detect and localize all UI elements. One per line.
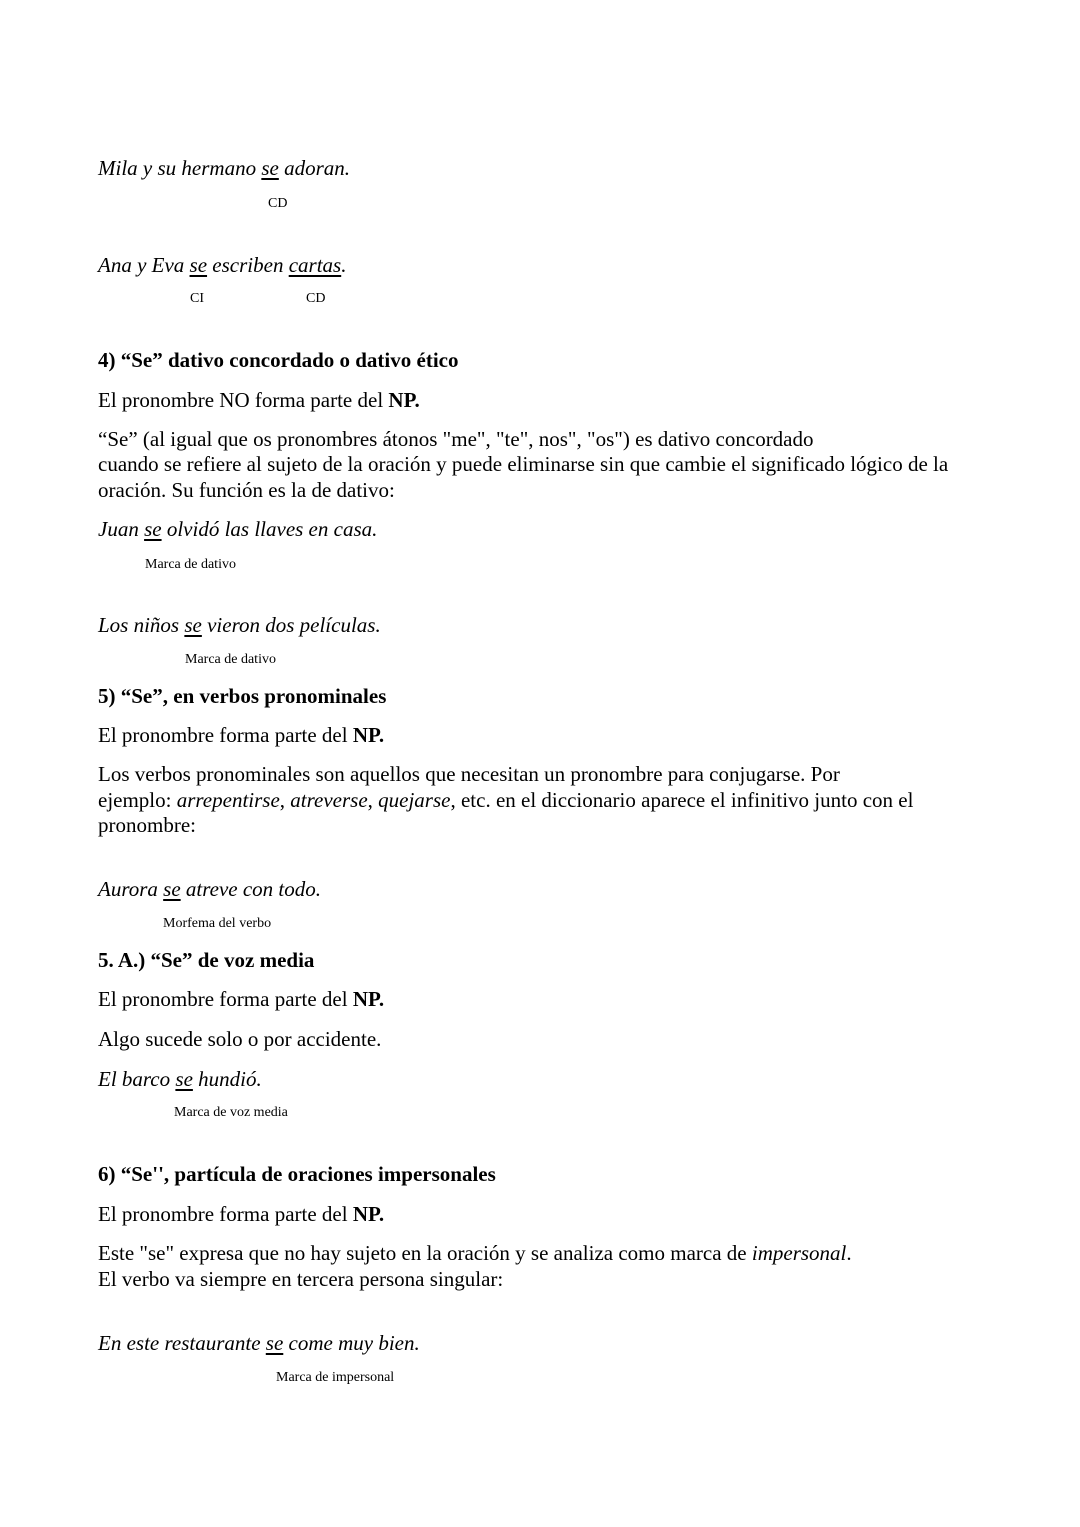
function-label: Morfema del verbo [163, 916, 272, 931]
paragraph-line: oración. Su función es la de dativo: [98, 478, 395, 502]
paragraph-line: Los verbos pronominales son aquellos que necesitan un pronombre para conjugarse. Por [98, 762, 840, 786]
paragraph-text: Este "se" expresa que no hay sujeto en la oración y se analiza como marca de [98, 1241, 752, 1265]
function-label: Marca de voz media [174, 1105, 288, 1120]
example-text: adoran. [278, 156, 351, 180]
np-abbrev: NP. [388, 388, 420, 412]
paragraph-line [98, 1241, 852, 1266]
paragraph-line [98, 788, 913, 813]
example-text: Aurora [98, 877, 164, 901]
example-text: olvidó las llaves en casa. [161, 517, 378, 541]
example-text: El barco [98, 1067, 176, 1091]
section-heading: 5. A.) “Se” de voz media [98, 948, 315, 972]
function-label-cd: CD [268, 196, 288, 211]
np-abbrev: NP. [352, 987, 385, 1011]
np-statement [98, 723, 384, 748]
example-sentence [98, 613, 381, 638]
example-text: Mila y su hermano [98, 156, 262, 180]
object-word: cartas [288, 253, 342, 277]
example-text: vieron dos películas. [201, 613, 381, 637]
pronoun-se: se [163, 877, 181, 901]
verb-example: arrepentirse [176, 788, 280, 812]
section-heading: 6) “Se'', partícula de oraciones impersonales [98, 1162, 496, 1186]
paragraph-line: pronombre: [98, 813, 196, 837]
example-text: Los niños [98, 613, 185, 637]
pronoun-se: se [175, 1067, 193, 1091]
example-text: escriben [207, 253, 289, 277]
paragraph-text: , etc. en el diccionario aparece el infinitivo junto con el [450, 788, 914, 812]
example-text: Ana y Eva [98, 253, 190, 277]
section-heading: 5) “Se”, en verbos pronominales [98, 684, 387, 708]
paragraph-text: , [367, 788, 379, 812]
function-label: Marca de dativo [185, 652, 276, 667]
np-statement [98, 388, 420, 413]
example-sentence [98, 877, 321, 902]
example-text: hundió. [192, 1067, 262, 1091]
example-text: En este restaurante [98, 1331, 266, 1355]
paragraph-line: El verbo va siempre en tercera persona singular: [98, 1267, 504, 1291]
pronoun-se: se [189, 253, 208, 277]
example-text: . [341, 253, 347, 277]
pronoun-se: se [144, 517, 162, 541]
example-text: atreve con todo. [180, 877, 322, 901]
example-sentence [98, 517, 377, 542]
np-text: El pronombre NO forma parte del [98, 388, 389, 412]
example-text: come muy bien. [283, 1331, 420, 1355]
paragraph-text: ejemplo: [98, 788, 177, 812]
np-text: El pronombre forma parte del [98, 987, 353, 1011]
example-sentence [98, 156, 350, 181]
function-label: Marca de dativo [145, 557, 236, 572]
pronoun-se: se [261, 156, 279, 180]
paragraph-text: . [846, 1241, 852, 1265]
verb-example: quejarse [378, 788, 451, 812]
paragraph-line: “Se” (al igual que os pronombres átonos "me", "te", nos", "os") es dativo concordado [98, 427, 814, 451]
paragraph-line: cuando se refiere al sujeto de la oración y puede eliminarse sin que cambie el significado lógico de la [98, 452, 949, 476]
example-sentence [98, 253, 346, 278]
np-abbrev: NP. [352, 723, 385, 747]
function-label-cd: CD [306, 291, 326, 306]
function-label: Marca de impersonal [276, 1370, 395, 1385]
pronoun-se: se [265, 1331, 284, 1355]
emphasis-word: impersonal [751, 1241, 847, 1265]
np-text: El pronombre forma parte del [98, 1202, 353, 1226]
np-text: El pronombre forma parte del [98, 723, 353, 747]
example-sentence [98, 1331, 420, 1356]
paragraph-text: , [279, 788, 291, 812]
example-sentence [98, 1067, 262, 1092]
verb-example: atreverse [290, 788, 368, 812]
function-label-ci: CI [190, 291, 204, 306]
section-heading: 4) “Se” dativo concordado o dativo ético [98, 348, 459, 372]
np-statement [98, 1202, 384, 1227]
np-abbrev: NP. [352, 1202, 385, 1226]
paragraph-line: Algo sucede solo o por accidente. [98, 1027, 382, 1051]
np-statement [98, 987, 384, 1012]
pronoun-se: se [184, 613, 202, 637]
example-text: Juan [98, 517, 145, 541]
